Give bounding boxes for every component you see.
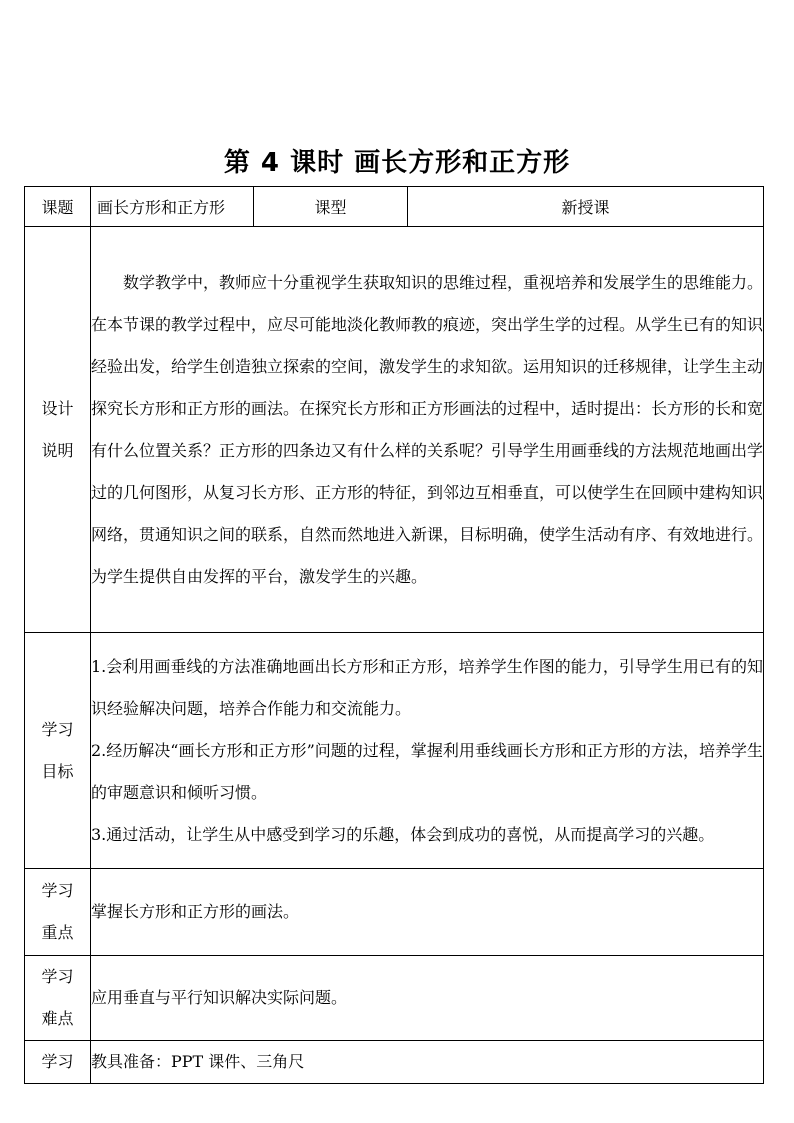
topic-label: 课题 (25, 187, 91, 227)
difficulties-row (25, 956, 764, 1041)
design-label (25, 227, 91, 633)
page-title: 第 4 课时 画长方形和正方形 (223, 148, 571, 178)
preparation-row (25, 1041, 764, 1084)
difficulties-text: 应用垂直与平行知识解决实际问题。 (91, 956, 764, 1041)
goals-label (25, 633, 91, 869)
goal-item-1: 1.会利用画垂线的方法准确地画出长方形和正方形，培养学生作图的能力，引导学生用已有的知识经验解决问题，培养合作能力和交流能力。 (91, 656, 763, 718)
lesson-plan-table (24, 186, 764, 1084)
key-points-label-line1: 学习 (41, 881, 74, 900)
goals-label-line2: 目标 (41, 761, 74, 781)
design-row (25, 227, 764, 633)
preparation-label-line1: 学习 (41, 1052, 74, 1071)
preparation-text: 教具准备：PPT 课件、三角尺 (91, 1041, 764, 1084)
key-points-text: 掌握长方形和正方形的画法。 (91, 869, 764, 956)
header-row (25, 187, 764, 227)
difficulties-label (25, 956, 91, 1041)
design-label-line2: 说明 (41, 440, 74, 460)
goals-row (25, 633, 764, 869)
goals-label-line1: 学习 (41, 719, 74, 739)
key-points-label-line2: 重点 (41, 923, 74, 942)
difficulties-label-line1: 学习 (41, 967, 74, 986)
key-points-label (25, 869, 91, 956)
type-label: 课型 (254, 187, 408, 227)
goal-item-3: 3.通过活动，让学生从中感受到学习的乐趣，体会到成功的喜悦，从而提高学习的兴趣。 (91, 824, 715, 844)
type-value: 新授课 (408, 187, 764, 227)
preparation-label (25, 1041, 91, 1084)
design-label-line1: 设计 (41, 398, 74, 418)
key-points-row (25, 869, 764, 956)
difficulties-label-line2: 难点 (41, 1009, 74, 1028)
goal-item-2: 2.经历解决“画长方形和正方形”问题的过程，掌握利用垂线画长方形和正方形的方法，培养学生的审题意识和倾听习惯。 (91, 740, 763, 802)
topic-value: 画长方形和正方形 (91, 187, 254, 227)
design-text: 数学教学中，教师应十分重视学生获取知识的思维过程，重视培养和发展学生的思维能力。在本节课的教学过程中，应尽可能地淡化教师教的痕迹，突出学生学的过程。从学生已有的知识经验出发，给学生创造独立探索的空间，激发学生的求知欲。运用知识的迁移规律，让学生主动探究长方形和正方形的画法。在探究长方形和正方形画法的过程中，适时提出：长方形的长和宽有什么位置关系？正方形的四条边又有什么样的关系呢？引导学生用画垂线的方法规范地画出学过的几何图形，从复习长方形、正方形的特征，到邻边互相垂直，可以使学生在回顾中建构知识网络，贯通知识之间的联系，自然而然地进入新课，目标明确，使学生活动有序、有效地进行。为学生提供自由发挥的平台，激发学生的兴趣。 (91, 272, 764, 586)
design-text-cell (91, 227, 764, 633)
goals-text-cell (91, 633, 764, 869)
